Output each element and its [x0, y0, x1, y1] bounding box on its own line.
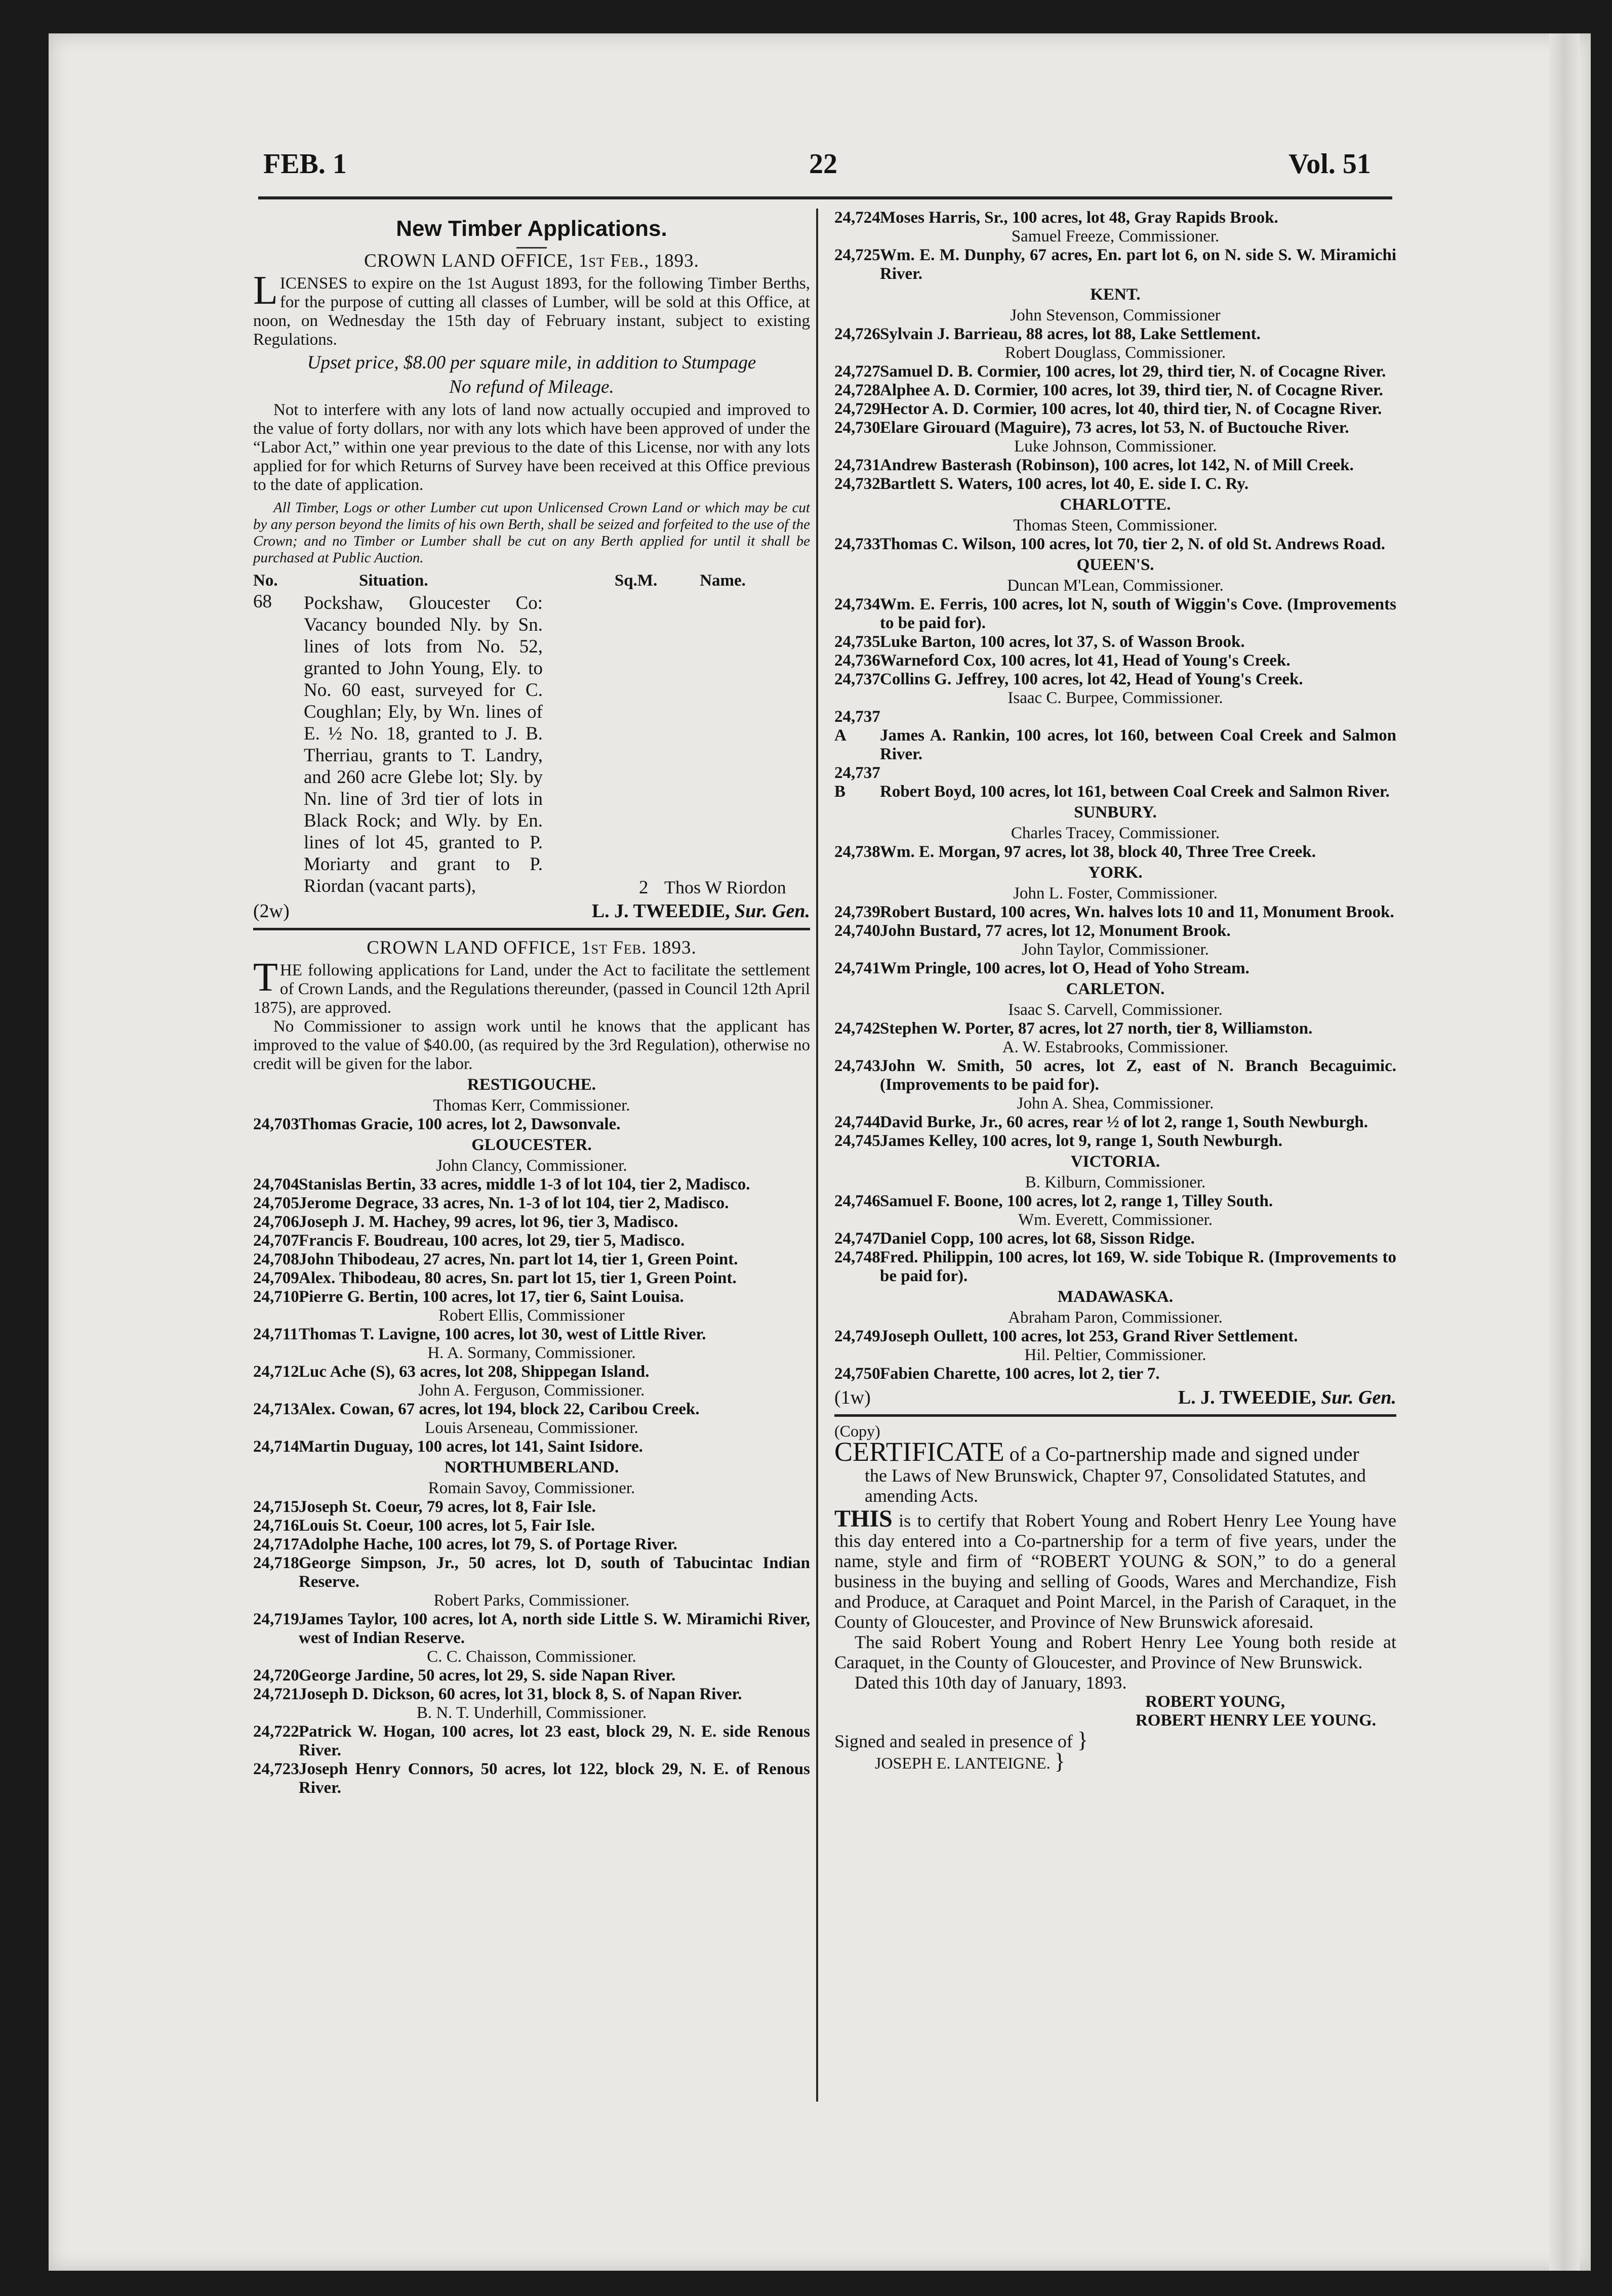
- land-application: [253, 1760, 810, 1797]
- application-text: Warneford Cox, 100 acres, lot 41, Head of Young's Creek.: [880, 651, 1291, 670]
- application-number: 24,710: [253, 1288, 299, 1306]
- certificate-residence: The said Robert Young and Robert Henry Lee Young both reside at Caraquet, in the County of Gloucester, and Province of New Brunswick.: [834, 1632, 1396, 1672]
- application-text: Andrew Basterash (Robinson), 100 acres, lot 142, N. of Mill Creek.: [880, 456, 1354, 474]
- application-text: Joseph Henry Connors, 50 acres, lot 122, block 29, N. E. of Renous River.: [299, 1760, 810, 1797]
- commissioner-line: Duncan M'Lean, Commissioner.: [1007, 577, 1224, 595]
- commissioner-line: Luke Johnson, Commissioner.: [1014, 437, 1217, 456]
- land-application: [253, 1213, 810, 1232]
- application-number: 24,742: [834, 1019, 880, 1038]
- application-text: Joseph J. M. Hachey, 99 acres, lot 96, tier 3, Madisco.: [299, 1213, 678, 1231]
- land-application: [253, 1194, 810, 1213]
- commissioner-line: Romain Savoy, Commissioner.: [428, 1479, 635, 1497]
- application-text: Wm. E. Ferris, 100 acres, lot N, south of Wiggin's Cove. (Improvements to be paid for).: [880, 595, 1396, 632]
- commissioner-line: Hil. Peltier, Commissioner.: [1024, 1346, 1206, 1364]
- application-number: 24,746: [834, 1192, 880, 1210]
- commissioner-notice: No Commissioner to assign work until he knows that the applicant has improved to the value of $40.00, (as required by the 3rd Regulation), otherwise no credit will be given for the labor.: [253, 1017, 810, 1073]
- land-application: [834, 1192, 1396, 1211]
- land-application: [253, 1438, 810, 1456]
- application-number: 24,717: [253, 1535, 299, 1553]
- application-number: 24,725: [834, 246, 880, 264]
- application-number: 24,724: [834, 209, 880, 227]
- signature: L. J. TWEEDIE, Sur. Gen.: [591, 900, 810, 922]
- application-text: Thomas C. Wilson, 100 acres, lot 70, tier 2, N. of old St. Andrews Road.: [880, 535, 1386, 553]
- application-number: 24,721: [253, 1685, 299, 1703]
- application-text: Patrick W. Hogan, 100 acres, lot 23 east, block 29, N. E. side Renous River.: [299, 1723, 810, 1759]
- land-application: [834, 651, 1396, 670]
- land-application: [253, 1498, 810, 1516]
- application-number: 24,744: [834, 1113, 880, 1131]
- land-application: [253, 1250, 810, 1269]
- commissioner-line: John Clancy, Commissioner.: [436, 1157, 627, 1175]
- commissioner-line: H. A. Sormany, Commissioner.: [427, 1344, 636, 1362]
- application-number: 24,736: [834, 651, 880, 670]
- title-rule: [516, 247, 547, 249]
- application-text: Elare Girouard (Maguire), 73 acres, lot 53, N. of Buctouche River.: [880, 419, 1349, 437]
- right-column: [834, 209, 1396, 1773]
- certificate-dated: Dated this 10th day of January, 1893.: [855, 1672, 1127, 1693]
- application-text: Thomas T. Lavigne, 100 acres, lot 30, west of Little River.: [299, 1325, 706, 1343]
- application-text: Francis F. Boudreau, 100 acres, lot 29, tier 5, Madisco.: [299, 1232, 685, 1250]
- county-heading: VICTORIA.: [1070, 1153, 1160, 1171]
- commissioner-line: Robert Ellis, Commissioner: [438, 1306, 625, 1325]
- application-number: 24,737: [834, 670, 880, 688]
- certificate-subheading: the Laws of New Brunswick, Chapter 97, Consolidated Statutes, and amending Acts.: [865, 1465, 1366, 1506]
- application-text: Robert Boyd, 100 acres, lot 161, between Coal Creek and Salmon River.: [880, 783, 1390, 801]
- county-heading: QUEEN'S.: [1076, 556, 1154, 574]
- application-text: Bartlett S. Waters, 100 acres, lot 40, E. side I. C. Ry.: [880, 475, 1249, 493]
- application-text: James Taylor, 100 acres, lot A, north side Little S. W. Miramichi River, west of Indian Reserve.: [299, 1610, 810, 1647]
- certificate-body: THIS is to certify that Robert Young and Robert Henry Lee Young have this day entered into a Co-partnership for a term of five years, under the name, style and firm of “ROBERT YOUNG & SON,” to do a general business in the buying and selling of Goods, Wares and Merchandize, Fish and Produce, at Caraquet and Point Marcel, in the Parish of Caraquet, in the County of Gloucester, and Province of New Brunswick aforesaid.: [834, 1505, 1396, 1632]
- land-application: [253, 1723, 810, 1760]
- drop-cap: T: [253, 955, 278, 1000]
- application-number: 24,705: [253, 1194, 299, 1212]
- signature-line: [253, 902, 810, 921]
- application-text: Joseph Oullett, 100 acres, lot 253, Grand River Settlement.: [880, 1327, 1298, 1345]
- col-no: No.: [253, 571, 278, 590]
- application-text: Wm. E. M. Dunphy, 67 acres, En. part lot 6, on N. side S. W. Miramichi River.: [880, 246, 1396, 283]
- commissioner-line: Robert Douglass, Commissioner.: [1004, 344, 1226, 362]
- county-heading: KENT.: [1090, 285, 1141, 304]
- land-application: [253, 1666, 810, 1685]
- land-application: [253, 1288, 810, 1306]
- land-application: [834, 362, 1396, 381]
- application-text: Jerome Degrace, 33 acres, Nn. 1-3 of lot 104, tier 2, Madisco.: [299, 1194, 729, 1212]
- application-number: 24,735: [834, 633, 880, 651]
- application-number: 24,737 B: [834, 764, 880, 801]
- volume-number: Vol. 51: [1288, 148, 1371, 180]
- land-application: [834, 959, 1396, 978]
- applications-intro: THE following applications for Land, under the Act to facilitate the settlement of Crown Lands, and the Regulations thereunder, (passed in Council 12th April 1875), are approved.: [253, 955, 810, 1017]
- application-number: 24,723: [253, 1760, 299, 1778]
- application-text: Louis St. Coeur, 100 acres, lot 5, Fair Isle.: [299, 1516, 595, 1535]
- certificate-heading: CERTIFICATE of a Co-partnership made and signed under: [834, 1437, 1359, 1467]
- application-number: 24,747: [834, 1229, 880, 1248]
- county-heading: GLOUCESTER.: [471, 1136, 592, 1154]
- berth-row: [253, 592, 810, 897]
- licenses-paragraph: [253, 268, 810, 349]
- county-heading: RESTIGOUCHE.: [467, 1076, 596, 1094]
- application-text: Pierre G. Bertin, 100 acres, lot 17, tier 6, Saint Louisa.: [299, 1288, 684, 1306]
- land-application: [834, 209, 1396, 227]
- land-application: [834, 1327, 1396, 1346]
- land-application: [834, 1057, 1396, 1094]
- application-text: Joseph D. Dickson, 60 acres, lot 31, block 8, S. of Napan River.: [299, 1685, 742, 1703]
- application-text: Moses Harris, Sr., 100 acres, lot 48, Gray Rapids Brook.: [880, 209, 1278, 227]
- application-number: 24,745: [834, 1132, 880, 1150]
- application-text: Thomas Gracie, 100 acres, lot 2, Dawsonvale.: [299, 1115, 621, 1133]
- land-application: [253, 1232, 810, 1250]
- land-application: [834, 1113, 1396, 1132]
- application-number: 24,720: [253, 1666, 299, 1685]
- application-text: George Simpson, Jr., 50 acres, lot D, south of Tabucintac Indian Reserve.: [299, 1554, 810, 1591]
- land-application: [834, 595, 1396, 633]
- application-number: 24,740: [834, 922, 880, 940]
- county-heading: YORK.: [1088, 864, 1143, 882]
- berth-sqm: 2: [639, 877, 649, 898]
- application-number: 24,729: [834, 400, 880, 418]
- application-number: 24,714: [253, 1438, 299, 1456]
- application-text: Adolphe Hache, 100 acres, lot 79, S. of Portage River.: [299, 1535, 677, 1553]
- application-number: 24,734: [834, 595, 880, 613]
- application-number: 24,743: [834, 1057, 880, 1075]
- application-number: 24,715: [253, 1498, 299, 1516]
- commissioner-line: John Stevenson, Commissioner: [1010, 306, 1221, 324]
- land-application: [834, 1132, 1396, 1151]
- commissioner-line: John A. Ferguson, Commissioner.: [418, 1381, 645, 1400]
- application-text: Samuel D. B. Cormier, 100 acres, lot 29, third tier, N. of Cocagne River.: [880, 362, 1386, 381]
- berth-situation: Pockshaw, Gloucester Co: Vacancy bounded Nly. by Sn. lines of lots from No. 52, granted to John Young, Ely. to No. 60 east, surveyed for C. Coughlan; Ely, by Wn. lines of E. ½ No. 18, granted to J. B. Therriau, grants to T. Landry, and 260 acre Glebe lot; Sly. by Nn. line of 3rd tier of lots in Black Rock; and Wly. by En. lines of lot 45, granted to P. Moriarty and grant to P. Riordan (vacant parts),: [304, 593, 543, 896]
- application-text: Fabien Charette, 100 acres, lot 2, tier 7.: [880, 1365, 1160, 1383]
- berth-table-header: [253, 571, 810, 590]
- application-text: John Bustard, 77 acres, lot 12, Monument Brook.: [880, 922, 1231, 940]
- col-situation: Situation.: [359, 571, 428, 590]
- header-date: FEB. 1: [263, 148, 347, 180]
- application-number: 24,726: [834, 325, 880, 343]
- application-number: 24,708: [253, 1250, 299, 1268]
- no-refund: No refund of Mileage.: [449, 377, 614, 397]
- application-text: Joseph St. Coeur, 79 acres, lot 8, Fair Isle.: [299, 1498, 596, 1516]
- land-application: [834, 922, 1396, 940]
- application-text: David Burke, Jr., 60 acres, rear ½ of lot 2, range 1, South Newburgh.: [880, 1113, 1368, 1131]
- land-application: [253, 1516, 810, 1535]
- application-text: Luc Ache (S), 63 acres, lot 208, Shippegan Island.: [299, 1363, 650, 1381]
- application-number: 24,727: [834, 362, 880, 381]
- application-text: Fred. Philippin, 100 acres, lot 169, W. side Tobique R. (Improvements to be paid for).: [880, 1248, 1396, 1285]
- application-number: 24,711: [253, 1325, 298, 1343]
- land-application: [834, 843, 1396, 862]
- application-text: Collins G. Jeffrey, 100 acres, lot 42, Head of Young's Creek.: [880, 670, 1303, 688]
- county-heading: MADAWASKA.: [1057, 1288, 1174, 1306]
- commissioner-line: C. C. Chaisson, Commissioner.: [427, 1648, 636, 1666]
- land-application: [834, 903, 1396, 922]
- land-application: [253, 1269, 810, 1288]
- col-name: Name.: [700, 571, 746, 590]
- land-application: [834, 325, 1396, 344]
- county-heading: NORTHUMBERLAND.: [444, 1458, 619, 1477]
- land-application: [834, 246, 1396, 283]
- commissioner-line: Charles Tracey, Commissioner.: [1011, 824, 1220, 842]
- application-text: James Kelley, 100 acres, lot 9, range 1, South Newburgh.: [880, 1132, 1283, 1150]
- page-number: 22: [809, 148, 837, 180]
- commissioner-line: A. W. Estabrooks, Commissioner.: [1002, 1038, 1229, 1056]
- application-number: 24,733: [834, 535, 880, 553]
- signer-1: ROBERT YOUNG,: [1145, 1693, 1285, 1711]
- land-application: [253, 1610, 810, 1648]
- signature-line-2: [834, 1388, 1396, 1407]
- land-application: [834, 1229, 1396, 1248]
- land-application: [834, 535, 1396, 554]
- insertion-tag: (1w): [834, 1387, 871, 1408]
- application-number: 24,716: [253, 1516, 299, 1535]
- left-application-list: [253, 1076, 810, 1797]
- application-number: 24,749: [834, 1327, 880, 1345]
- application-text: Wm Pringle, 100 acres, lot O, Head of Yoho Stream.: [880, 959, 1250, 977]
- commissioner-line: Thomas Steen, Commissioner.: [1013, 516, 1218, 535]
- land-application: [253, 1175, 810, 1194]
- commissioner-line: Samuel Freeze, Commissioner.: [1011, 227, 1220, 245]
- application-text: Stanislas Bertin, 33 acres, middle 1-3 of lot 104, tier 2, Madisco.: [299, 1175, 750, 1194]
- county-heading: CHARLOTTE.: [1060, 496, 1171, 514]
- application-text: George Jardine, 50 acres, lot 29, S. side Napan River.: [299, 1666, 676, 1685]
- application-text: John Thibodeau, 27 acres, Nn. part lot 14, tier 1, Green Point.: [299, 1250, 738, 1268]
- application-text: John W. Smith, 50 acres, lot Z, east of N. Branch Becaguimic. (Improvements to be paid for).: [880, 1057, 1396, 1094]
- land-application: [253, 1363, 810, 1381]
- application-number: 24,707: [253, 1232, 299, 1250]
- application-number: 24,728: [834, 381, 880, 399]
- application-number: 24,730: [834, 419, 880, 437]
- land-application: [834, 475, 1396, 494]
- signer-2: ROBERT HENRY LEE YOUNG.: [1135, 1711, 1376, 1730]
- application-text: Wm. E. Morgan, 97 acres, lot 38, block 40, Three Tree Creek.: [880, 843, 1316, 861]
- land-application: [834, 1248, 1396, 1286]
- application-number: 24,738: [834, 843, 880, 861]
- application-text: Alex. Cowan, 67 acres, lot 194, block 22, Caribou Creek.: [299, 1400, 700, 1418]
- commissioner-line: John L. Foster, Commissioner.: [1013, 884, 1218, 903]
- commissioner-line: John Taylor, Commissioner.: [1022, 940, 1209, 959]
- commissioner-line: Isaac C. Burpee, Commissioner.: [1008, 689, 1223, 707]
- drop-cap: L: [253, 268, 278, 313]
- upset-price: Upset price, $8.00 per square mile, in addition to Stumpage: [307, 352, 756, 373]
- application-number: 24,712: [253, 1363, 299, 1381]
- application-number: 24,719: [253, 1610, 299, 1628]
- office-dateline: CROWN LAND OFFICE, 1st Feb., 1893.: [364, 251, 699, 271]
- land-application: [253, 1115, 810, 1134]
- commissioner-line: Robert Parks, Commissioner.: [433, 1591, 630, 1610]
- application-text: Hector A. D. Cormier, 100 acres, lot 40, third tier, N. of Cocagne River.: [880, 400, 1382, 418]
- land-application: [253, 1685, 810, 1704]
- application-number: 24,750: [834, 1365, 880, 1383]
- application-number: 24,741: [834, 959, 880, 977]
- commissioner-line: Wm. Everett, Commissioner.: [1018, 1211, 1213, 1229]
- insertion-tag: (2w): [253, 900, 290, 922]
- application-number: 24,748: [834, 1248, 880, 1266]
- berth-applicant: Thos W Riordon: [664, 877, 786, 897]
- application-number: 24,703: [253, 1115, 299, 1133]
- commissioner-line: Isaac S. Carvell, Commissioner.: [1008, 1001, 1223, 1019]
- application-number: 24,731: [834, 456, 880, 474]
- land-application: [834, 1365, 1396, 1383]
- application-text: Martin Duguay, 100 acres, lot 141, Saint Isidore.: [299, 1438, 643, 1456]
- application-text: Sylvain J. Barrieau, 88 acres, lot 88, Lake Settlement.: [880, 325, 1261, 343]
- timber-notice: All Timber, Logs or other Lumber cut upon Unlicensed Crown Land or which may be cut by any person beyond the limits of his own Berth, shall be seized and forfeited to the use of the Crown; and no Timber or Lumber shall be cut on any Berth applied for until it shall be purchased at Public Auction.: [253, 500, 810, 566]
- interfere-paragraph: Not to interfere with any lots of land now actually occupied and improved to the value of forty dollars, nor with any lots which have been approved of under the “Labor Act,” within one year previous to the date of this License, nor with any lots applied for for which Returns of Survey have been received at this Office previous to the date of application.: [253, 401, 810, 494]
- county-heading: SUNBURY.: [1074, 803, 1157, 822]
- application-text: Daniel Copp, 100 acres, lot 68, Sisson Ridge.: [880, 1229, 1195, 1248]
- col-sqm: Sq.M.: [614, 571, 658, 590]
- commissioner-line: John A. Shea, Commissioner.: [1017, 1094, 1214, 1113]
- application-text: James A. Rankin, 100 acres, lot 160, between Coal Creek and Salmon River.: [880, 726, 1396, 763]
- land-application: [253, 1535, 810, 1554]
- application-number: 24,722: [253, 1723, 299, 1741]
- application-number: 24,706: [253, 1213, 299, 1231]
- application-text: Luke Barton, 100 acres, lot 37, S. of Wasson Brook.: [880, 633, 1245, 651]
- land-application: [834, 456, 1396, 475]
- signature: L. J. TWEEDIE, Sur. Gen.: [1178, 1387, 1396, 1408]
- commissioner-line: Thomas Kerr, Commissioner.: [433, 1096, 630, 1115]
- application-text: Alphee A. D. Cormier, 100 acres, lot 39, third tier, N. of Cocagne River.: [880, 381, 1383, 399]
- section-rule: [253, 928, 810, 930]
- office-dateline-2: CROWN LAND OFFICE, 1st Feb. 1893.: [367, 937, 697, 958]
- land-application: [834, 670, 1396, 689]
- application-text: Alex. Thibodeau, 80 acres, Sn. part lot 15, tier 1, Green Point.: [299, 1269, 737, 1287]
- land-application: [834, 764, 1396, 801]
- application-number: 24,704: [253, 1175, 299, 1194]
- county-heading: CARLETON.: [1066, 980, 1165, 998]
- land-application: [834, 419, 1396, 437]
- land-application: [834, 633, 1396, 651]
- right-application-list: [834, 209, 1396, 1383]
- commissioner-line: Abraham Paron, Commissioner.: [1008, 1308, 1223, 1327]
- section-rule: [834, 1414, 1396, 1417]
- land-application: [834, 400, 1396, 419]
- application-number: 24,718: [253, 1554, 299, 1572]
- left-column: [253, 209, 810, 1797]
- commissioner-line: Louis Arseneau, Commissioner.: [425, 1419, 638, 1437]
- binding-gutter: [1549, 33, 1580, 2271]
- land-application: [834, 381, 1396, 400]
- witness-line: Signed and sealed in presence of }: [834, 1728, 1088, 1752]
- application-text: Stephen W. Porter, 87 acres, lot 27 north, tier 8, Williamston.: [880, 1019, 1313, 1038]
- application-number: 24,737 A: [834, 708, 880, 745]
- licenses-text: ICENSES to expire on the 1st August 1893, for the following Timber Berths, for the purpose of cutting all classes of Lumber, will be sold at this Office, at noon, on Wednesday the 15th day of February instant, subject to existing Regulations.: [253, 274, 810, 349]
- section-title: New Timber Applications.: [396, 216, 667, 241]
- header-rule: [258, 196, 1392, 199]
- berth-number: 68: [253, 591, 272, 612]
- commissioner-line: B. Kilburn, Commissioner.: [1025, 1173, 1206, 1192]
- land-application: [834, 708, 1396, 764]
- application-number: 24,709: [253, 1269, 299, 1287]
- land-application: [253, 1325, 810, 1344]
- column-divider: [816, 209, 818, 2102]
- application-number: 24,713: [253, 1400, 299, 1418]
- land-application: [834, 1019, 1396, 1038]
- application-number: 24,739: [834, 903, 880, 921]
- commissioner-line: B. N. T. Underhill, Commissioner.: [416, 1704, 647, 1722]
- land-application: [253, 1554, 810, 1591]
- application-text: Robert Bustard, 100 acres, Wn. halves lots 10 and 11, Monument Brook.: [880, 903, 1394, 921]
- application-text: Samuel F. Boone, 100 acres, lot 2, range 1, Tilley South.: [880, 1192, 1273, 1210]
- application-number: 24,732: [834, 475, 880, 493]
- witness-name: JOSEPH E. LANTEIGNE. }: [875, 1749, 1065, 1774]
- copy-label: (Copy): [834, 1422, 880, 1440]
- land-application: [253, 1400, 810, 1419]
